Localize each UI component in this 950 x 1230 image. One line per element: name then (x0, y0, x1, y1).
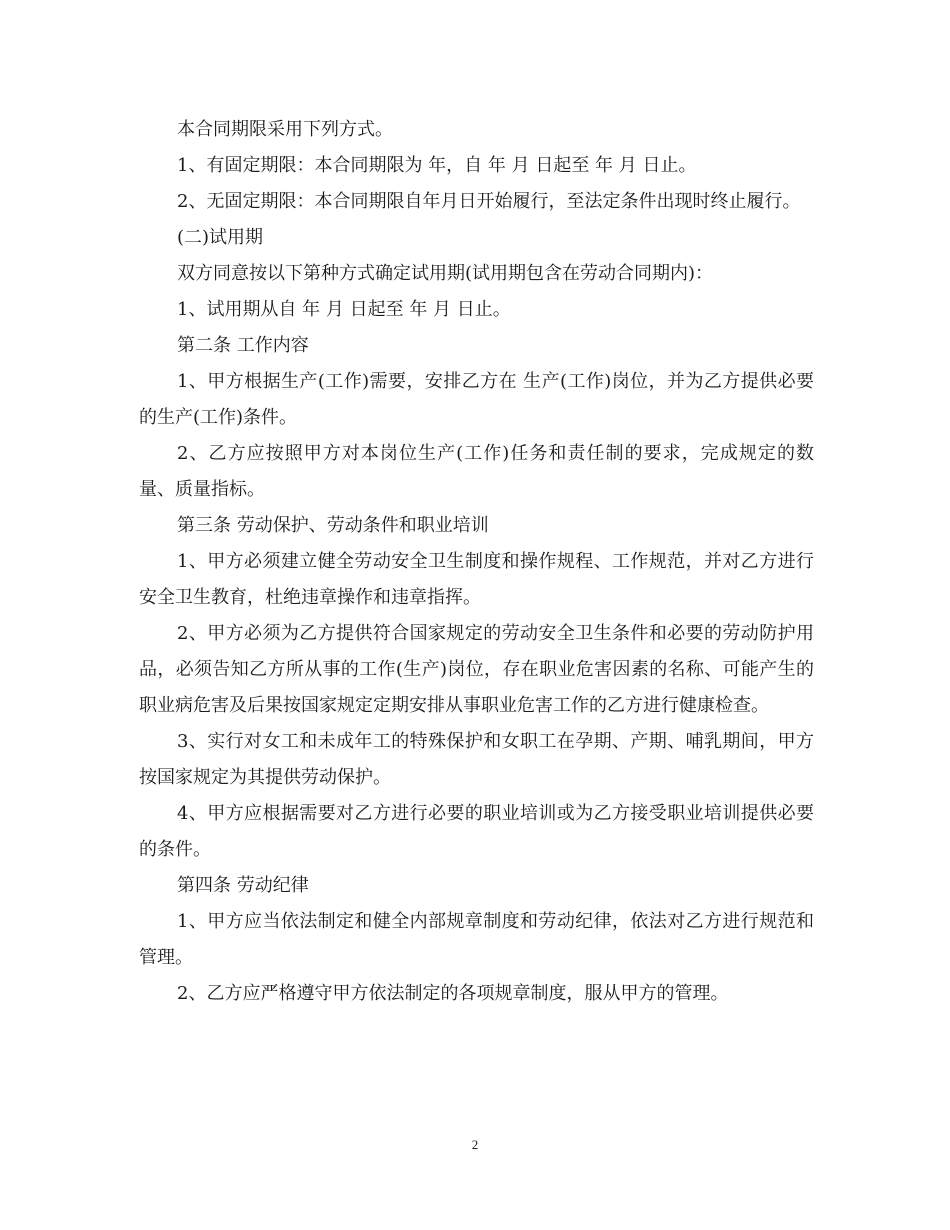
paragraph: 1、甲方必须建立健全劳动安全卫生制度和操作规程、工作规范，并对乙方进行安全卫生教育，杜绝违章操作和违章指挥。 (139, 551, 814, 608)
article-heading: 第三条 劳动保护、劳动条件和职业培训 (177, 515, 489, 536)
paragraph: 3、实行对女工和未成年工的特殊保护和女职工在孕期、产期、哺乳期间，甲方按国家规定为其提供劳动保护。 (139, 731, 814, 788)
paragraph: 双方同意按以下第种方式确定试用期(试用期包含在劳动合同期内)： (177, 263, 714, 284)
article-heading: 第二条 工作内容 (177, 335, 309, 356)
document-body (139, 112, 814, 1012)
page-number: 2 (471, 1137, 479, 1152)
paragraph: 1、试用期从自 年 月 日起至 年 月 日止。 (177, 299, 511, 320)
paragraph: 2、甲方必须为乙方提供符合国家规定的劳动安全卫生条件和必要的劳动防护用品，必须告知乙方所从事的工作(生产)岗位，存在职业危害因素的名称、可能产生的职业病危害及后果按国家规定定期安排从事职业危害工作的乙方进行健康检查。 (139, 623, 814, 716)
paragraph: 1、甲方应当依法制定和健全内部规章制度和劳动纪律，依法对乙方进行规范和管理。 (139, 911, 814, 968)
paragraph: 1、有固定期限：本合同期限为 年，自 年 月 日起至 年 月 日止。 (177, 155, 697, 176)
section-heading: (二)试用期 (177, 227, 264, 248)
paragraph: 2、乙方应按照甲方对本岗位生产(工作)任务和责任制的要求，完成规定的数量、质量指标。 (139, 443, 814, 500)
paragraph: 2、无固定期限：本合同期限自年月日开始履行，至法定条件出现时终止履行。 (177, 191, 801, 212)
paragraph: 4、甲方应根据需要对乙方进行必要的职业培训或为乙方接受职业培训提供必要的条件。 (139, 803, 814, 860)
paragraph: 1、甲方根据生产(工作)需要，安排乙方在 生产(工作)岗位，并为乙方提供必要的生产(工作)条件。 (139, 371, 814, 428)
paragraph: 2、乙方应严格遵守甲方依法制定的各项规章制度，服从甲方的管理。 (177, 983, 729, 1004)
paragraph: 本合同期限采用下列方式。 (177, 119, 393, 140)
article-heading: 第四条 劳动纪律 (177, 875, 309, 896)
